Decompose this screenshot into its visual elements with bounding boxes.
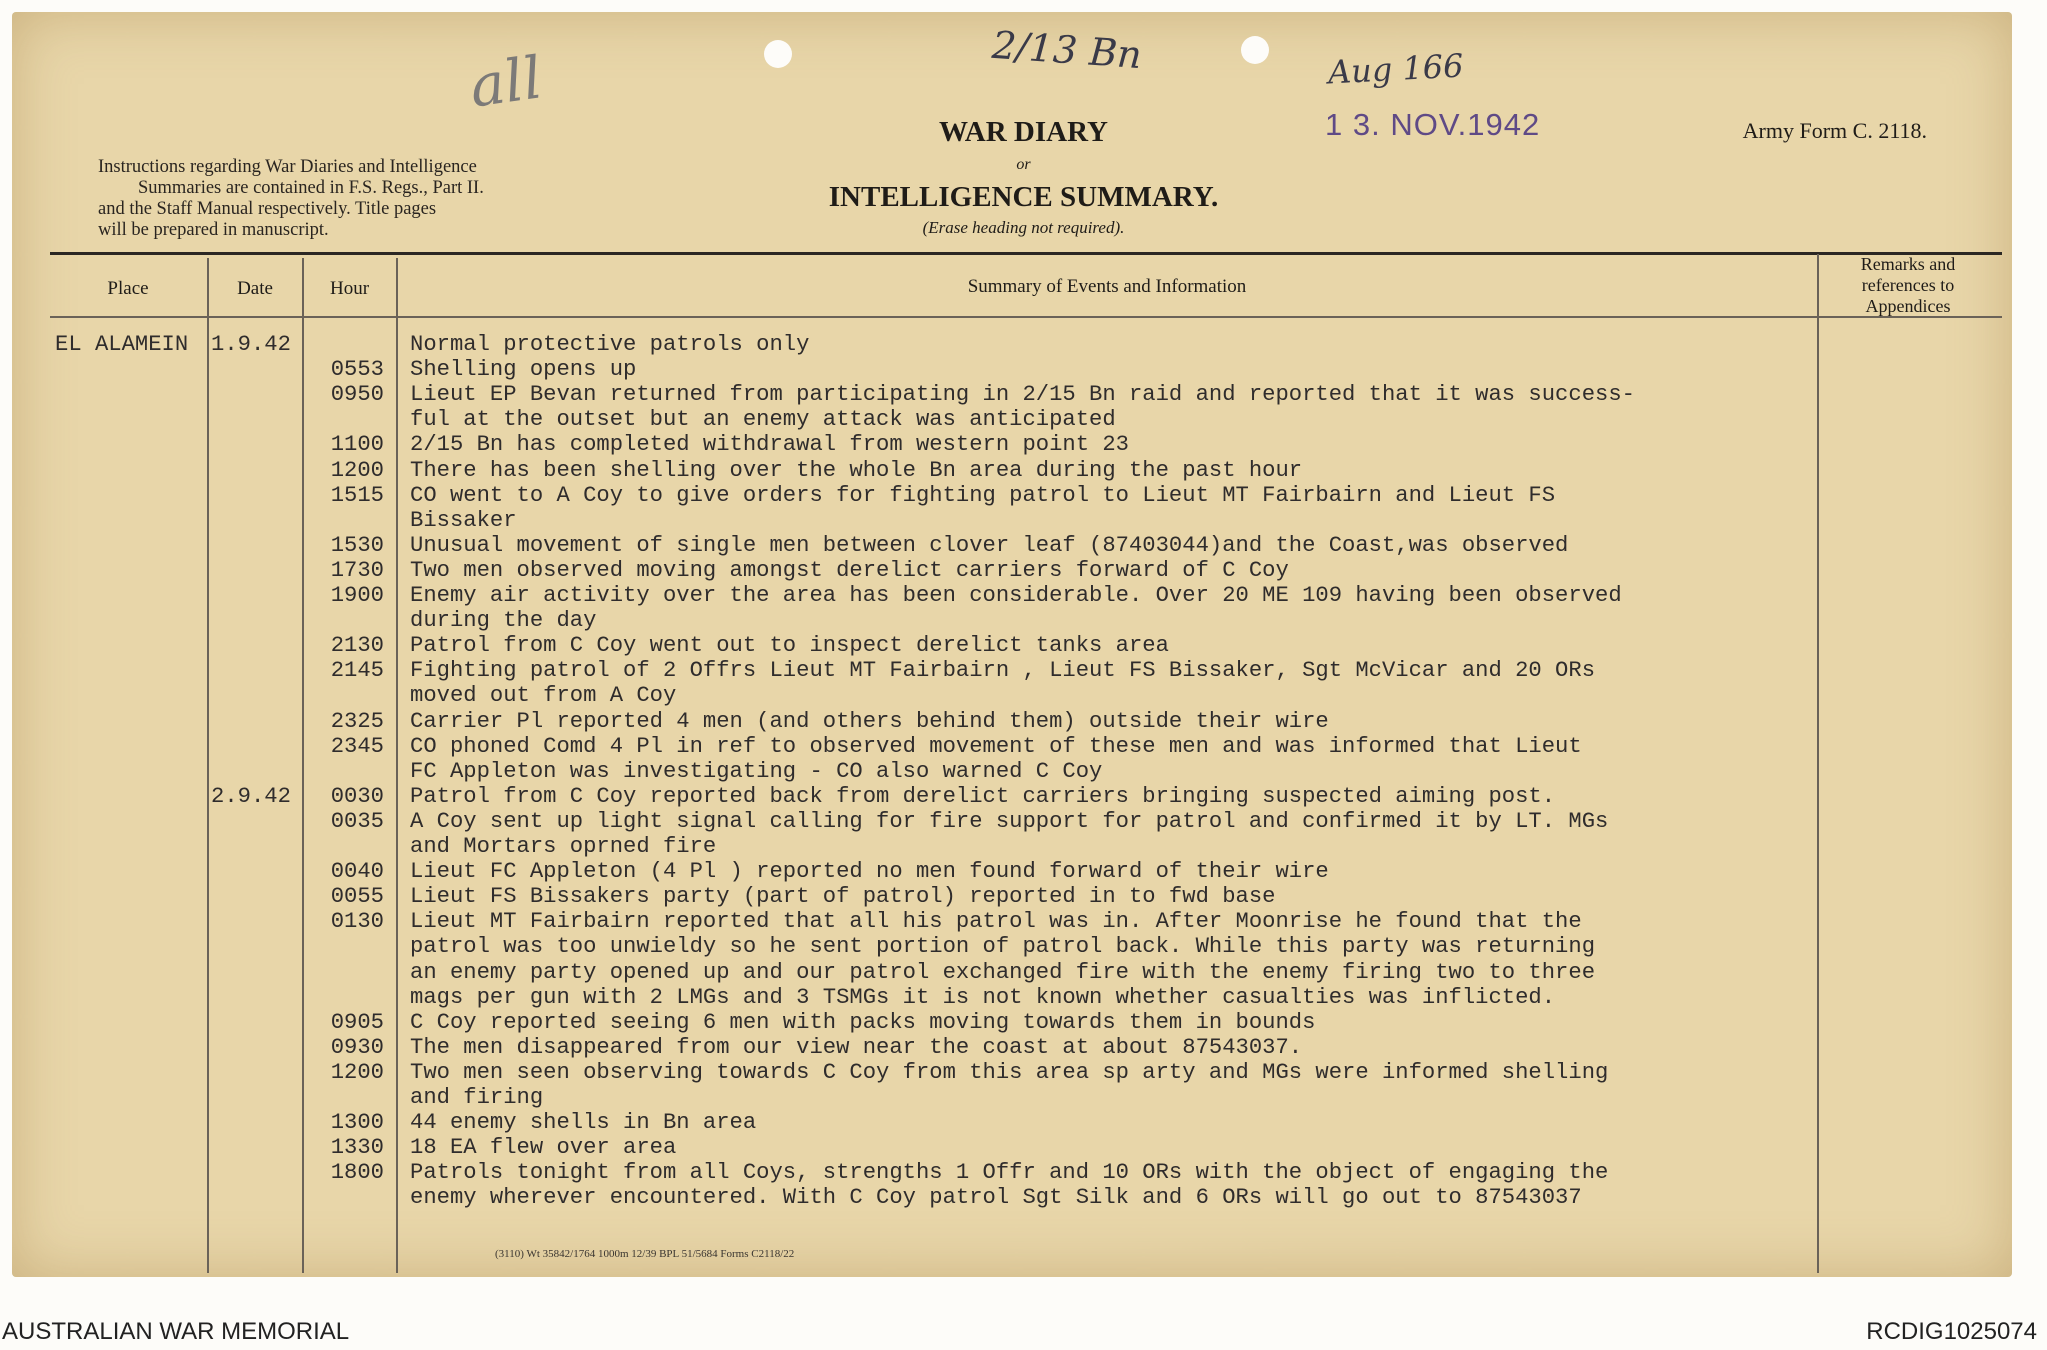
punch-hole-right <box>1241 36 1269 64</box>
entry-hour: 1900 <box>330 583 384 608</box>
page-title: WAR DIARY <box>939 116 1108 148</box>
entry-hour: 1200 <box>330 457 384 483</box>
entry-text: enemy wherever encountered. With C Coy patrol Sgt Silk and 6 ORs will go out to 87543037 <box>410 1185 1582 1211</box>
army-form-label: Army Form C. 2118. <box>1742 118 1927 143</box>
entry-text: Bissaker <box>410 507 517 533</box>
entry-hour: 0055 <box>330 884 384 910</box>
header-bottom-rule <box>50 316 2002 318</box>
entry-text: Fighting patrol of 2 Offrs Lieut MT Fairbairn , Lieut FS Bissaker, Sgt McVicar and 20 ORs <box>410 658 1596 684</box>
entry-hour: 1800 <box>330 1160 384 1186</box>
entry-text: Patrols tonight from all Coys, strengths 1 Offr and 10 ORs with the object of engaging the <box>410 1160 1609 1186</box>
title-or: or <box>1016 156 1031 173</box>
entry-text: 18 EA flew over area <box>410 1135 677 1161</box>
instructions-line: Summaries are contained in F.S. Regs., Part II. <box>138 178 484 198</box>
date-stamp: 1 3. NOV.1942 <box>1325 107 1541 142</box>
entry-text: Enemy air activity over the area has been considerable. Over 20 ME 109 having been observed <box>410 583 1622 608</box>
entry-hour: 0950 <box>330 382 384 408</box>
entry-hour: 0905 <box>330 1009 384 1035</box>
entry-date: 1.9.42 <box>211 332 291 357</box>
entry-text: CO went to A Coy to give orders for fighting patrol to Lieut MT Fairbairn and Lieut FS <box>410 482 1556 508</box>
entry-text: an enemy party opened up and our patrol exchanged fire with the enemy firing two to three <box>410 959 1596 985</box>
handwritten-note-right: Aug 166 <box>1327 46 1465 92</box>
erase-note: (Erase heading not required). <box>922 218 1125 237</box>
entry-text: Carrier Pl reported 4 men (and others behind them) outside their wire <box>410 708 1329 734</box>
entry-text: Normal protective patrols only <box>410 332 810 357</box>
entry-text: Two men seen observing towards C Coy from this area sp arty and MGs were informed shelling <box>410 1059 1609 1085</box>
column-divider <box>207 258 209 1273</box>
entry-text: during the day <box>410 608 597 634</box>
entry-text: Lieut MT Fairbairn reported that all his patrol was in. After Moonrise he found that the <box>410 909 1582 935</box>
entry-text: C Coy reported seeing 6 men with packs moving towards them in bounds <box>410 1009 1316 1035</box>
entry-text: FC Appleton was investigating - CO also warned C Coy <box>410 758 1103 784</box>
entry-text: and firing <box>410 1085 544 1110</box>
header-top-rule <box>50 252 2002 255</box>
instructions-line: and the Staff Manual respectively. Title pages <box>98 199 437 219</box>
entry-text: Two men observed moving amongst derelict carriers forward of C Coy <box>410 557 1289 583</box>
entry-text: mags per gun with 2 LMGs and 3 TSMGs it is not known whether casualties was inflicted. <box>410 984 1556 1010</box>
handwritten-note-left: all <box>465 43 547 121</box>
entry-text: CO phoned Comd 4 Pl in ref to observed movement of these men and was informed that Lieut <box>410 733 1582 759</box>
column-divider <box>396 258 398 1273</box>
entry-text: Lieut FC Appleton (4 Pl ) reported no men found forward of their wire <box>410 859 1329 885</box>
entry-hour: 1730 <box>330 557 384 583</box>
entry-text: ful at the outset but an enemy attack was anticipated <box>410 407 1116 433</box>
entry-place: EL ALAMEIN <box>55 332 189 357</box>
column-divider <box>302 258 304 1273</box>
entry-text: A Coy sent up light signal calling for fire support for patrol and confirmed it by LT. MGs <box>410 808 1609 834</box>
entry-hour: 1300 <box>330 1110 384 1136</box>
entry-text: 2/15 Bn has completed withdrawal from western point 23 <box>410 432 1129 458</box>
column-header-place: Place <box>107 278 149 299</box>
entry-hour: 0030 <box>330 783 384 809</box>
archive-caption-bar <box>0 1313 2047 1350</box>
column-header-summary: Summary of Events and Information <box>967 276 1247 297</box>
entry-text: Patrol from C Coy reported back from derelict carriers bringing suspected aiming post. <box>410 783 1556 809</box>
archive-name: AUSTRALIAN WAR MEMORIAL <box>2 1318 350 1345</box>
entry-hour: 0930 <box>330 1034 384 1060</box>
entry-hour: 0035 <box>330 808 384 834</box>
entry-text: Patrol from C Coy went out to inspect derelict tanks area <box>410 633 1169 659</box>
entry-text: The men disappeared from our view near the coast at about 87543037. <box>410 1034 1303 1060</box>
entry-text: There has been shelling over the whole Bn area during the past hour <box>410 457 1303 483</box>
entry-hour: 2345 <box>330 733 384 759</box>
entry-date: 2.9.42 <box>211 783 291 809</box>
entry-hour: 2145 <box>330 658 384 684</box>
entry-text: Lieut FS Bissakers party (part of patrol) reported in to fwd base <box>410 884 1276 910</box>
entry-hour: 1200 <box>330 1059 384 1085</box>
archive-reference: RCDIG1025074 <box>1866 1318 2037 1345</box>
entry-text: and Mortars oprned fire <box>410 834 717 859</box>
page-subtitle: INTELLIGENCE SUMMARY. <box>828 181 1219 213</box>
entry-hour: 2325 <box>330 708 384 734</box>
entry-hour: 0040 <box>330 859 384 885</box>
entry-hour: 0130 <box>330 909 384 935</box>
column-header-hour: Hour <box>329 278 370 299</box>
instructions-note <box>98 157 586 241</box>
entry-text: moved out from A Coy <box>410 683 677 709</box>
entry-hour: 1330 <box>330 1135 384 1161</box>
entry-text: 44 enemy shells in Bn area <box>410 1110 757 1136</box>
punch-hole-left <box>764 40 792 68</box>
entry-hour: 1100 <box>330 432 384 458</box>
entry-hour: 1515 <box>330 482 384 508</box>
entry-text: patrol was too unwieldy so he sent portion of patrol back. While this party was returning <box>410 934 1596 960</box>
entry-text: Unusual movement of single men between clover leaf (87403044)and the Coast,was observed <box>410 532 1569 558</box>
entry-hour: 2130 <box>330 633 384 659</box>
column-divider <box>1817 254 1819 1273</box>
form-print-code: (3110) Wt 35842/1764 1000m 12/39 BPL 51/5684 Forms C2118/22 <box>495 1248 795 1260</box>
instructions-line: will be prepared in manuscript. <box>98 220 329 240</box>
entry-text: Shelling opens up <box>410 357 637 383</box>
column-header-remarks: Remarks and references to Appendices <box>1860 254 1956 316</box>
entry-hour: 1530 <box>330 532 384 558</box>
entry-hour: 0553 <box>330 357 384 383</box>
column-header-date: Date <box>237 278 273 299</box>
entry-text: Lieut EP Bevan returned from participating in 2/15 Bn raid and reported that it was success- <box>410 382 1635 408</box>
instructions-line: Instructions regarding War Diaries and Intelligence <box>98 157 477 177</box>
handwritten-note-center: 2/13 Bn <box>990 22 1144 78</box>
